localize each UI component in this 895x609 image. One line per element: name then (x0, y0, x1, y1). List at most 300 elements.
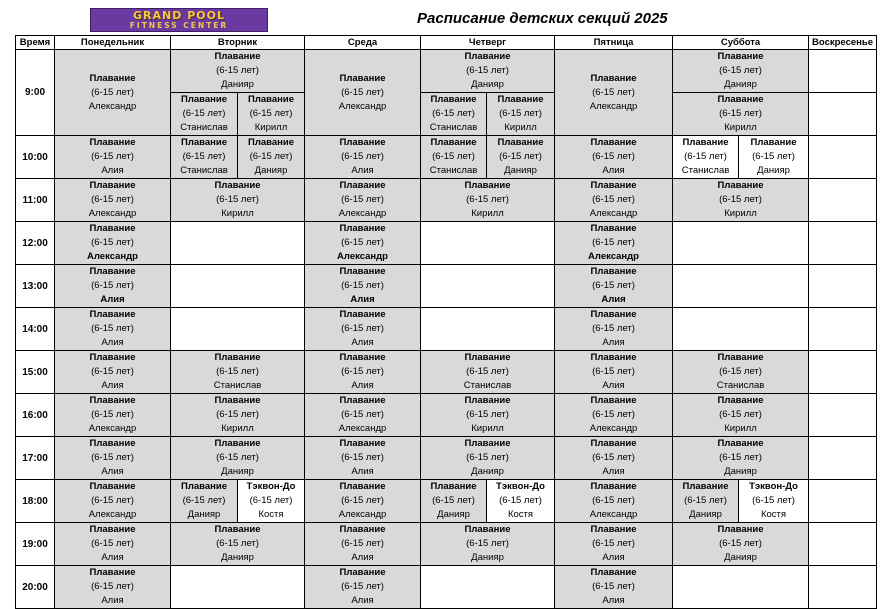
class-cell (673, 394, 809, 437)
coach-name: Алия (101, 165, 124, 176)
class-info (171, 523, 304, 565)
class-info (555, 265, 672, 307)
empty-cell (809, 222, 877, 265)
coach-name: Александр (338, 208, 387, 219)
activity-name: Плавание (717, 524, 764, 535)
age-range: (6-15 лет) (752, 495, 795, 506)
activity-name: Плавание (89, 266, 136, 277)
class-info (55, 308, 170, 350)
class-cell (171, 93, 238, 136)
age-range: (6-15 лет) (592, 409, 635, 420)
age-range: (6-15 лет) (341, 452, 384, 463)
class-info (55, 72, 170, 114)
coach-name: Алия (351, 552, 374, 563)
class-info (673, 351, 808, 393)
age-range: (6-15 лет) (91, 237, 134, 248)
empty-cell (809, 566, 877, 609)
age-range: (6-15 лет) (592, 366, 635, 377)
class-info (673, 93, 808, 135)
class-cell (673, 136, 739, 179)
class-cell (305, 437, 421, 480)
activity-name: Плавание (717, 352, 764, 363)
class-cell (305, 136, 421, 179)
activity-name: Плавание (89, 72, 136, 84)
coach-name: Данияр (689, 509, 722, 520)
class-info (673, 136, 738, 178)
activity-name: Плавание (214, 438, 261, 449)
class-info (555, 394, 672, 436)
class-cell (421, 136, 487, 179)
class-info (238, 480, 304, 522)
coach-name: Алия (351, 165, 374, 176)
empty-cell (171, 308, 305, 351)
activity-name: Плавание (717, 438, 764, 449)
activity-name: Плавание (464, 180, 511, 191)
activity-name: Плавание (717, 51, 764, 62)
col-header-tuesday: Вторник (171, 36, 305, 50)
class-info (238, 93, 304, 135)
coach-name: Станислав (463, 380, 512, 391)
coach-name: Кирилл (724, 423, 757, 434)
coach-name: Кирилл (504, 122, 537, 133)
activity-name: Плавание (590, 438, 637, 449)
class-info (487, 93, 554, 135)
col-header-wednesday: Среда (305, 36, 421, 50)
coach-name: Александр (588, 251, 639, 262)
coach-name: Кирилл (221, 423, 254, 434)
grand-pool-logo (90, 8, 268, 32)
class-info (421, 351, 554, 393)
empty-cell (673, 265, 809, 308)
time-row (16, 523, 877, 566)
coach-name: Кирилл (221, 208, 254, 219)
activity-name: Плавание (590, 352, 637, 363)
class-cell (238, 93, 305, 136)
coach-name: Александр (337, 251, 388, 262)
class-info (421, 93, 486, 135)
coach-name: Кирилл (724, 208, 757, 219)
coach-name: Данияр (221, 552, 254, 563)
class-info (305, 136, 420, 178)
class-info (171, 93, 237, 135)
class-cell (171, 437, 305, 480)
col-header-saturday: Суббота (673, 36, 809, 50)
coach-name: Александр (88, 208, 137, 219)
age-range: (6-15 лет) (216, 194, 259, 205)
activity-name: Плавание (89, 180, 136, 191)
age-range: (6-15 лет) (719, 409, 762, 420)
class-cell (673, 351, 809, 394)
class-cell (421, 179, 555, 222)
empty-cell (421, 308, 555, 351)
activity-name: Плавание (464, 352, 511, 363)
activity-name: Плавание (180, 94, 227, 105)
class-info (421, 136, 486, 178)
time-cell: 13:00 (16, 265, 55, 308)
header-row (16, 36, 877, 50)
time-row (16, 265, 877, 308)
class-cell (555, 351, 673, 394)
activity-name: Плавание (339, 309, 386, 320)
coach-name: Александр (338, 100, 387, 112)
activity-name: Плавание (89, 309, 136, 320)
age-range: (6-15 лет) (466, 452, 509, 463)
age-range: (6-15 лет) (91, 495, 134, 506)
coach-name: Станислав (681, 165, 730, 176)
coach-name: Станислав (429, 165, 478, 176)
coach-name: Александр (589, 100, 638, 112)
activity-name: Плавание (89, 137, 136, 148)
age-range: (6-15 лет) (341, 151, 384, 162)
age-range: (6-15 лет) (684, 495, 727, 506)
age-range: (6-15 лет) (432, 108, 475, 119)
age-range: (6-15 лет) (249, 108, 293, 119)
class-cell (238, 136, 305, 179)
coach-name: Данияр (471, 552, 504, 563)
age-range: (6-15 лет) (466, 65, 509, 76)
activity-name: Плавание (590, 567, 637, 578)
class-info (421, 179, 554, 221)
class-cell (55, 308, 171, 351)
class-info (305, 265, 420, 307)
class-info (555, 222, 672, 264)
class-info (555, 308, 672, 350)
coach-name: Кирилл (471, 208, 504, 219)
class-cell (421, 50, 555, 93)
class-cell (55, 265, 171, 308)
class-cell (673, 437, 809, 480)
age-range: (6-15 лет) (341, 495, 384, 506)
class-cell (555, 179, 673, 222)
class-info (421, 480, 486, 522)
age-range: (6-15 лет) (466, 538, 509, 549)
time-row (16, 136, 877, 179)
age-range: (6-15 лет) (182, 495, 226, 506)
class-info (171, 351, 304, 393)
age-range: (6-15 лет) (341, 86, 384, 98)
coach-name: Данияр (471, 466, 504, 477)
class-info (171, 136, 237, 178)
class-cell (55, 351, 171, 394)
class-cell (421, 93, 487, 136)
activity-name: Плавание (590, 223, 637, 234)
empty-cell (673, 308, 809, 351)
coach-name: Алия (602, 337, 625, 348)
class-cell (55, 480, 171, 523)
class-info (555, 437, 672, 479)
logo-line2: FITNESS CENTER (129, 21, 229, 30)
class-cell (238, 480, 305, 523)
empty-cell (171, 566, 305, 609)
activity-name: Плавание (750, 137, 797, 148)
class-info (171, 480, 237, 522)
class-info (305, 351, 420, 393)
coach-name: Данияр (724, 466, 757, 477)
class-cell (673, 480, 739, 523)
class-info (421, 523, 554, 565)
age-range: (6-15 лет) (182, 108, 226, 119)
class-cell (171, 179, 305, 222)
coach-name: Станислав (716, 380, 765, 391)
activity-name: Плавание (339, 524, 386, 535)
class-cell (171, 351, 305, 394)
empty-cell (809, 179, 877, 222)
coach-name: Александр (589, 208, 638, 219)
activity-name: Плавание (339, 137, 386, 148)
coach-name: Александр (88, 423, 137, 434)
age-range: (6-15 лет) (91, 323, 134, 334)
activity-name: Плавание (339, 395, 386, 406)
class-cell (487, 480, 555, 523)
activity-name: Плавание (590, 481, 637, 492)
class-cell (55, 566, 171, 609)
class-cell (555, 265, 673, 308)
class-info (555, 523, 672, 565)
col-header-monday: Понедельник (55, 36, 171, 50)
coach-name: Станислав (429, 122, 478, 133)
empty-cell (809, 265, 877, 308)
col-header-time: Время (16, 36, 55, 50)
coach-name: Александр (338, 423, 387, 434)
activity-name: Плавание (464, 524, 511, 535)
age-range: (6-15 лет) (91, 581, 134, 592)
age-range: (6-15 лет) (91, 280, 134, 291)
class-cell (305, 308, 421, 351)
activity-name: Плавание (214, 180, 261, 191)
age-range: (6-15 лет) (466, 409, 509, 420)
coach-name: Кирилл (254, 122, 288, 133)
class-info (555, 480, 672, 522)
time-cell: 20:00 (16, 566, 55, 609)
class-info (55, 265, 170, 307)
time-cell: 12:00 (16, 222, 55, 265)
empty-cell (809, 50, 877, 93)
coach-name: Алия (101, 337, 124, 348)
activity-name: Плавание (339, 223, 386, 234)
class-info (55, 437, 170, 479)
time-row (16, 351, 877, 394)
age-range: (6-15 лет) (216, 452, 259, 463)
class-info (171, 179, 304, 221)
class-info (305, 179, 420, 221)
age-range: (6-15 лет) (341, 538, 384, 549)
age-range: (6-15 лет) (466, 194, 509, 205)
time-row (16, 394, 877, 437)
class-cell (555, 566, 673, 609)
coach-name: Кирилл (724, 122, 757, 133)
coach-name: Данияр (724, 552, 757, 563)
age-range: (6-15 лет) (91, 194, 134, 205)
time-cell: 10:00 (16, 136, 55, 179)
age-range: (6-15 лет) (592, 323, 635, 334)
coach-name: Алия (101, 380, 124, 391)
class-cell (739, 136, 809, 179)
class-info (55, 480, 170, 522)
class-cell (555, 136, 673, 179)
coach-name: Алия (350, 294, 375, 305)
age-range: (6-15 лет) (499, 108, 542, 119)
activity-name: Плавание (89, 438, 136, 449)
age-range: (6-15 лет) (592, 237, 635, 248)
coach-name: Александр (589, 509, 638, 520)
class-info (305, 308, 420, 350)
age-range: (6-15 лет) (341, 581, 384, 592)
class-info (555, 351, 672, 393)
class-info (673, 50, 808, 92)
class-cell (555, 480, 673, 523)
class-cell (55, 222, 171, 265)
activity-name: Плавание (590, 395, 637, 406)
coach-name: Алия (351, 466, 374, 477)
age-range: (6-15 лет) (91, 86, 134, 98)
activity-name: Плавание (89, 352, 136, 363)
activity-name: Плавание (339, 352, 386, 363)
coach-name: Данияр (437, 509, 470, 520)
empty-cell (421, 265, 555, 308)
empty-cell (809, 394, 877, 437)
activity-name: Плавание (180, 481, 227, 492)
age-range: (6-15 лет) (91, 409, 134, 420)
class-info (421, 50, 554, 92)
class-info (55, 351, 170, 393)
time-row (16, 437, 877, 480)
class-cell (171, 480, 238, 523)
class-cell (305, 394, 421, 437)
class-info (55, 136, 170, 178)
class-cell (421, 394, 555, 437)
coach-name: Алия (351, 337, 374, 348)
time-row (16, 480, 877, 523)
class-cell (555, 50, 673, 136)
age-range: (6-15 лет) (216, 538, 259, 549)
class-info (555, 72, 672, 114)
class-cell (421, 480, 487, 523)
class-cell (555, 222, 673, 265)
time-cell: 9:00 (16, 50, 55, 136)
class-cell (55, 50, 171, 136)
age-range: (6-15 лет) (216, 366, 259, 377)
activity-name: Плавание (590, 180, 637, 191)
class-cell (673, 179, 809, 222)
empty-cell (809, 480, 877, 523)
coach-name: Данияр (221, 466, 254, 477)
coach-name: Алия (351, 595, 374, 606)
age-range: (6-15 лет) (91, 151, 134, 162)
coach-name: Кирилл (471, 423, 504, 434)
coach-name: Костя (258, 509, 284, 520)
empty-cell (171, 265, 305, 308)
class-info (673, 394, 808, 436)
activity-name: Плавание (717, 94, 764, 105)
activity-name: Плавание (682, 481, 729, 492)
schedule-table (15, 35, 877, 609)
age-range: (6-15 лет) (341, 237, 384, 248)
class-cell (555, 437, 673, 480)
activity-name: Плавание (430, 481, 477, 492)
activity-name: Плавание (464, 51, 511, 62)
age-range: (6-15 лет) (341, 409, 384, 420)
class-cell (171, 523, 305, 566)
class-info (555, 179, 672, 221)
class-info (673, 179, 808, 221)
class-info (55, 523, 170, 565)
class-cell (305, 480, 421, 523)
class-cell (171, 136, 238, 179)
coach-name: Александр (88, 509, 137, 520)
age-range: (6-15 лет) (466, 366, 509, 377)
col-header-sunday: Воскресенье (809, 36, 877, 50)
age-range: (6-15 лет) (684, 151, 727, 162)
class-cell (673, 93, 809, 136)
time-row (16, 566, 877, 609)
class-cell (55, 523, 171, 566)
empty-cell (421, 566, 555, 609)
coach-name: Александр (88, 100, 137, 112)
time-cell: 18:00 (16, 480, 55, 523)
coach-name: Костя (507, 509, 534, 520)
class-cell (305, 179, 421, 222)
class-cell (55, 136, 171, 179)
class-info (171, 437, 304, 479)
class-info (673, 437, 808, 479)
class-info (55, 222, 170, 264)
activity-name: Плавание (497, 94, 544, 105)
activity-name: Плавание (717, 395, 764, 406)
class-cell (487, 93, 555, 136)
age-range: (6-15 лет) (719, 452, 762, 463)
activity-name: Плавание (430, 137, 477, 148)
empty-cell (421, 222, 555, 265)
time-cell: 16:00 (16, 394, 55, 437)
age-range: (6-15 лет) (592, 280, 635, 291)
class-cell (421, 523, 555, 566)
activity-name: Плавание (682, 137, 729, 148)
coach-name: Станислав (180, 122, 228, 133)
time-row (16, 308, 877, 351)
age-range: (6-15 лет) (182, 151, 226, 162)
activity-name: Плавание (464, 438, 511, 449)
age-range: (6-15 лет) (592, 495, 635, 506)
activity-name: Плавание (339, 481, 386, 492)
activity-name: Плавание (590, 524, 637, 535)
age-range: (6-15 лет) (592, 194, 635, 205)
coach-name: Алия (602, 165, 625, 176)
coach-name: Алия (602, 380, 625, 391)
age-range: (6-15 лет) (719, 108, 762, 119)
class-cell (487, 136, 555, 179)
age-range: (6-15 лет) (499, 495, 542, 506)
empty-cell (809, 93, 877, 136)
empty-cell (809, 523, 877, 566)
activity-name: Плавание (339, 72, 386, 84)
coach-name: Данияр (757, 165, 790, 176)
coach-name: Данияр (221, 79, 254, 90)
coach-name: Александр (338, 509, 387, 520)
age-range: (6-15 лет) (719, 366, 762, 377)
class-info (55, 394, 170, 436)
empty-cell (673, 566, 809, 609)
age-range: (6-15 лет) (752, 151, 795, 162)
class-cell (305, 523, 421, 566)
class-cell (171, 394, 305, 437)
age-range: (6-15 лет) (592, 86, 635, 98)
activity-name: Плавание (590, 137, 637, 148)
age-range: (6-15 лет) (249, 151, 293, 162)
age-range: (6-15 лет) (91, 538, 134, 549)
age-range: (6-15 лет) (432, 495, 475, 506)
coach-name: Данияр (471, 79, 504, 90)
age-range: (6-15 лет) (592, 151, 635, 162)
